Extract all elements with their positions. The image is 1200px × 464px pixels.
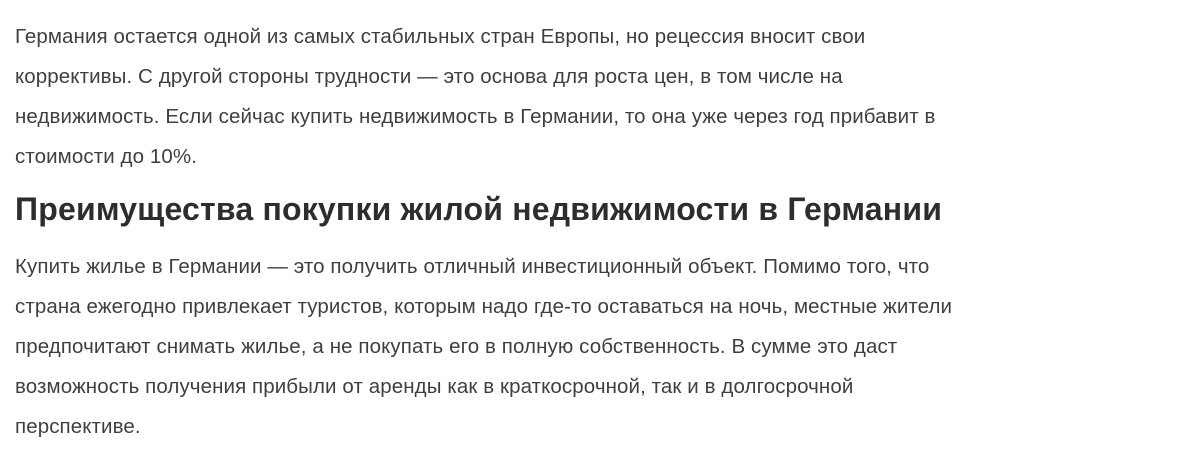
benefits-paragraph-line-4: возможность получения прибыли от аренды как в краткосрочной, так и в долгосрочной — [15, 375, 854, 398]
intro-paragraph — [15, 17, 1180, 177]
benefits-paragraph — [15, 247, 1180, 447]
intro-paragraph-line-1: Германия остается одной из самых стабильных стран Европы, но рецессия вносит свои — [15, 25, 866, 48]
section-heading: Преимущества покупки жилой недвижимости в Германии — [15, 191, 943, 227]
benefits-paragraph-line-5: перспективе. — [15, 415, 141, 438]
intro-paragraph-line-2: коррективы. С другой стороны трудности — это основа для роста цен, в том числе на — [15, 65, 843, 88]
intro-paragraph-line-4: стоимости до 10%. — [15, 145, 198, 168]
benefits-paragraph-line-1: Купить жилье в Германии — это получить отличный инвестиционный объект. Помимо того, что — [15, 255, 930, 278]
intro-paragraph-line-3: недвижимость. Если сейчас купить недвижимость в Германии, то она уже через год прибавит в — [15, 105, 936, 128]
benefits-paragraph-line-3: предпочитают снимать жилье, а не покупать его в полную собственность. В сумме это даст — [15, 335, 898, 358]
benefits-paragraph-line-2: страна ежегодно привлекает туристов, которым надо где-то оставаться на ночь, местные жители — [15, 295, 953, 318]
